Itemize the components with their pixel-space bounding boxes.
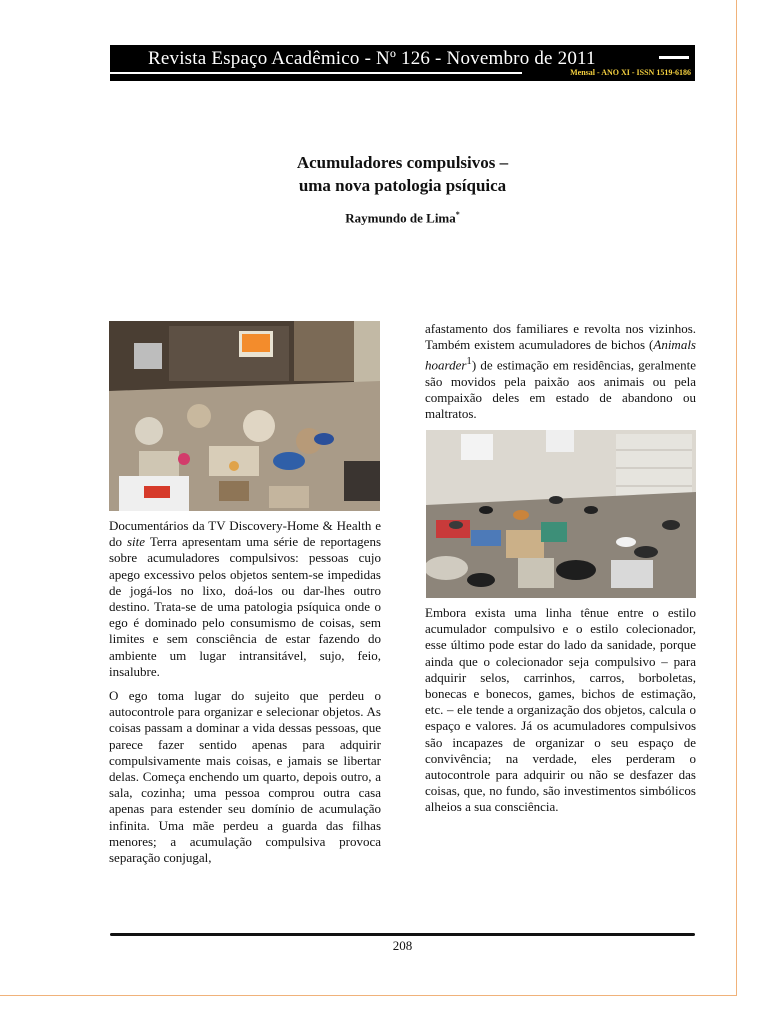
journal-title: Revista Espaço Acadêmico - Nº 126 - Novembro de 2011 xyxy=(148,48,596,69)
animal-hoarding-illustration xyxy=(426,430,696,598)
footer-rule xyxy=(110,933,695,936)
journal-header xyxy=(110,45,695,81)
header-dash xyxy=(659,56,689,59)
paragraph-1: Documentários da TV Discovery-Home & Health e do site Terra apresentam uma série de reportagens sobre acumuladores compulsivos: pessoas cujo apego excessivo pelos objetos sentem-se impedidas de jogá-los no lixo, doá-los ou dar-lhes outro destino. Trata-se de uma patologia psíquica onde o ego é dominado pelo consumismo de coisas, sem limites e sem consciência de estar fazendo do ambiente um lugar intransitável, sujo, feio, insalubre. xyxy=(109,518,382,679)
paragraph-4: Embora exista uma linha tênue entre o estilo acumulador compulsivo e o estilo colecionador, esse último pode estar do lado da sanidade, porque ainda que o colecionador seja compulsivo – para adquirir selos, carrinhos, carros, borboletas, bonecas e bonecos, games, bichos de estimação, etc. – ele tende a organização dos objetos, calcula o espaço e valores. Já os acumuladores compulsivos são incapazes de organizar o seu espaço de convivência; na verdade, eles perderam o autocontrole para adquirir ou não se desfazer das coisas, que, no fundo, são investimentos simbólicos alheios a sua consciência. xyxy=(425,605,696,815)
animal-hoarding-photo xyxy=(426,430,696,598)
hoarding-room-photo xyxy=(109,321,380,511)
article-author xyxy=(110,210,695,226)
hoarding-room-illustration xyxy=(109,321,380,511)
left-column-text xyxy=(109,518,381,874)
author-name: Raymundo de Lima xyxy=(345,210,456,226)
page-border-right xyxy=(736,0,737,996)
right-column-text-top xyxy=(425,321,696,431)
page-border-bottom xyxy=(0,995,737,996)
paragraph-3: afastamento dos familiares e revolta nos vizinhos. Também existem acumuladores de bichos (Animals hoarder$^1$) de estimação em residências, geralmente são movidos pela paixão aos animais ou pela compaixão deles em estado de abandono ou maltratos. xyxy=(425,321,696,422)
emphasis-animals-hoarder: Animals hoarder xyxy=(425,337,696,373)
page-number: 208 xyxy=(392,938,413,953)
header-rule xyxy=(110,72,522,74)
emphasis-site: site xyxy=(127,534,146,550)
right-column-text-bottom xyxy=(425,605,696,824)
paragraph-2: O ego toma lugar do sujeito que perdeu o autocontrole para organizar e selecionar objetos. As coisas passam a dominar a vida dessas pessoas, que parece fazer sentido apenas para adquirir compulsivamente mais coisas, e jamais se libertar delas. Começa enchendo um quarto, depois outro, a sala, cozinha; uma pessoa comprou outra casa apenas para estender seu domínio de acumulação infinita. Uma mãe perdeu a guarda das filhas menores; a acumulação compulsiva provoca separação conjugal, xyxy=(109,688,381,866)
article-title-line2: uma nova patologia psíquica xyxy=(298,176,507,195)
footnote-mark-1: 1 xyxy=(466,355,472,368)
journal-issn: Mensal - ANO XI - ISSN 1519-6186 xyxy=(570,68,691,77)
author-footnote-mark: * xyxy=(455,210,460,219)
article-title-line1: Acumuladores compulsivos – xyxy=(296,153,509,172)
